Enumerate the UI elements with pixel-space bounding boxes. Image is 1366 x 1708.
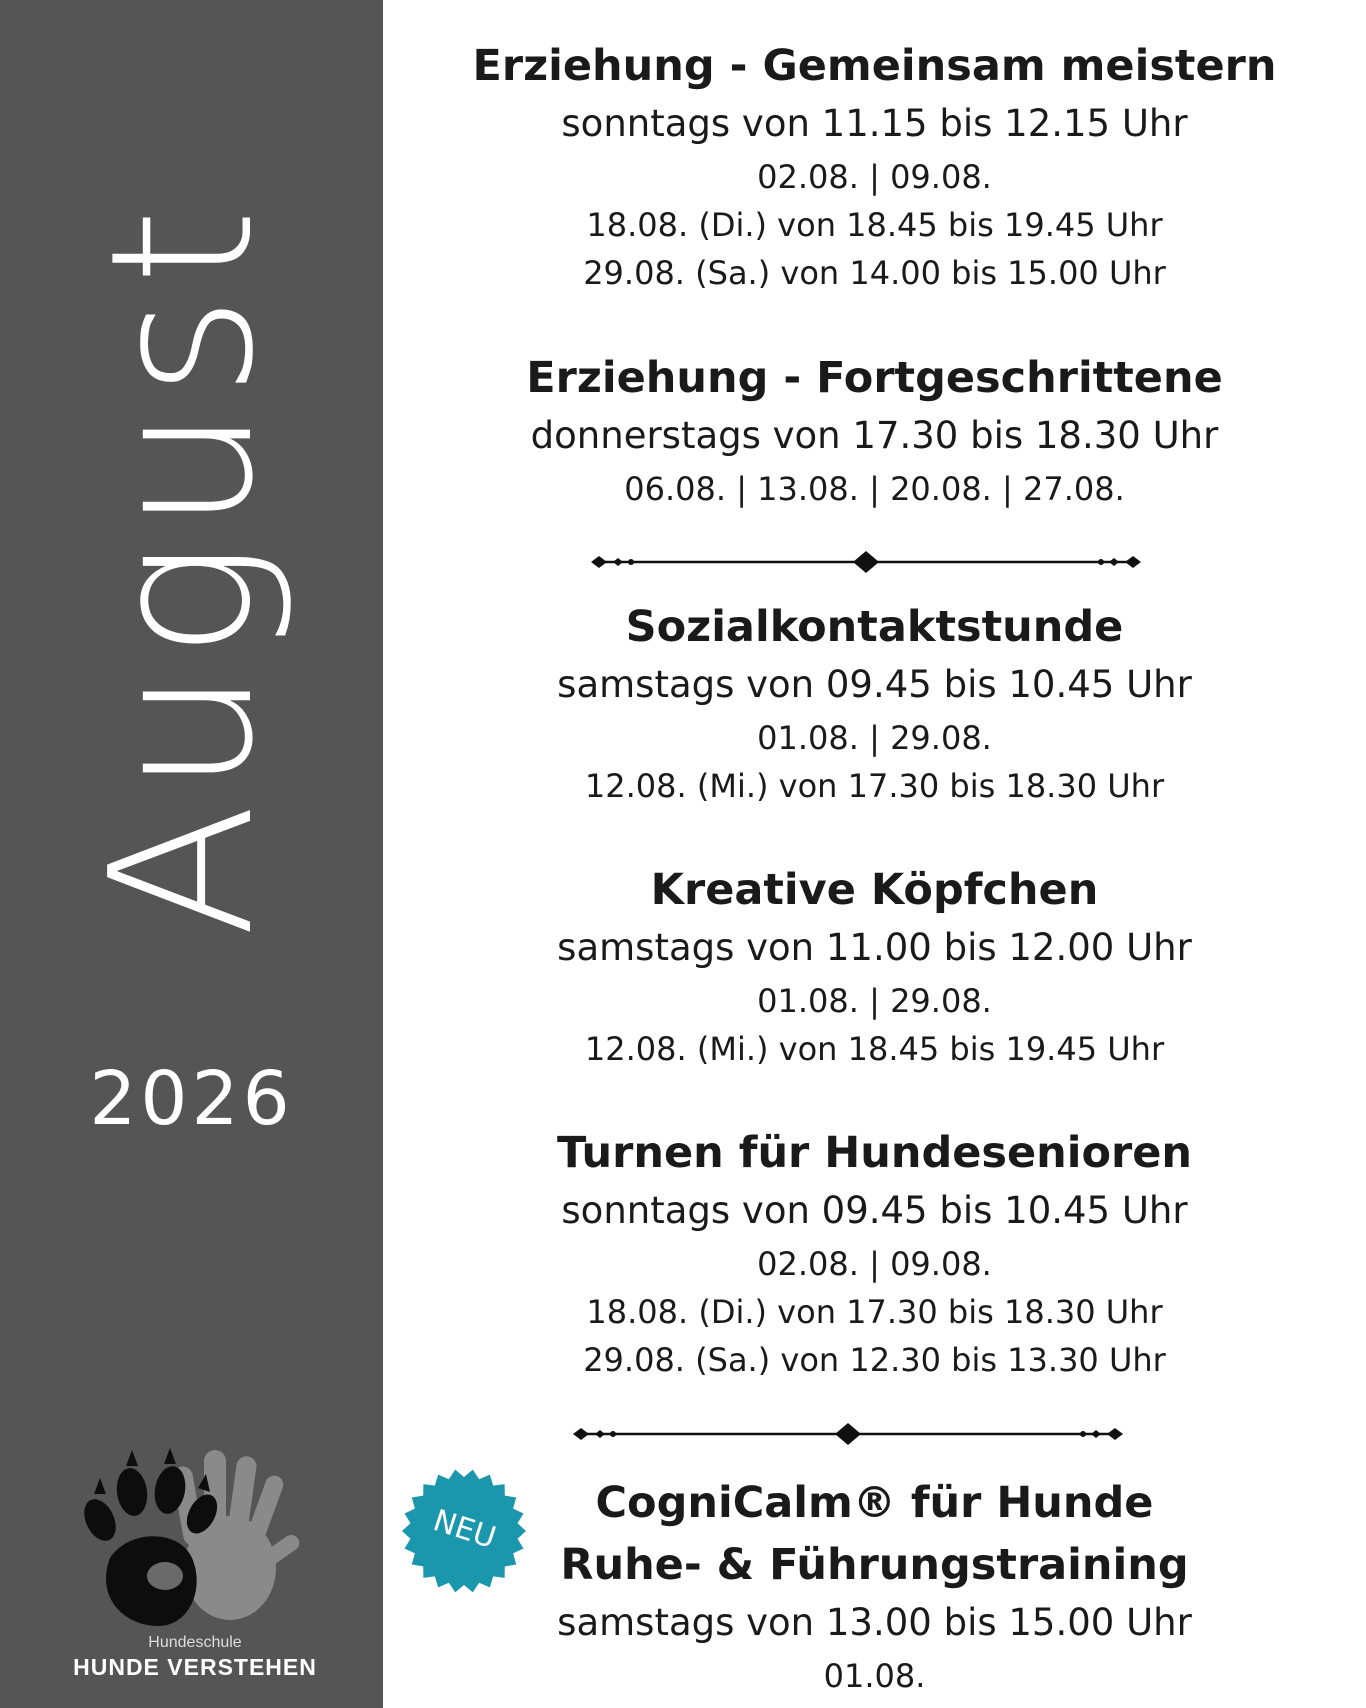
- month-title: August: [69, 198, 297, 938]
- logo-subtitle: Hundeschule: [148, 1634, 242, 1651]
- course-date: 01.08. | 29.08.: [757, 719, 992, 757]
- course-erziehung-fortgeschrittene: [383, 349, 1366, 513]
- course-cognicalm: [383, 1470, 1366, 1700]
- course-title: Sozialkontaktstunde: [625, 602, 1124, 652]
- sidebar: [0, 0, 383, 1708]
- course-sozialkontaktstunde: [383, 598, 1366, 810]
- course-time: sonntags von 09.45 bis 10.45 Uhr: [561, 1189, 1188, 1232]
- ornamental-divider: [591, 550, 1141, 574]
- course-date: 06.08. | 13.08. | 20.08. | 27.08.: [624, 470, 1125, 508]
- course-time: samstags von 13.00 bis 15.00 Uhr: [557, 1601, 1192, 1644]
- course-subtitle: Ruhe- & Führungstraining: [560, 1540, 1189, 1590]
- ornamental-divider: [573, 1422, 1123, 1446]
- course-turnen-hundesenioren: [383, 1124, 1366, 1384]
- course-erziehung-gemeinsam: [383, 37, 1366, 297]
- course-title: CogniCalm® für Hunde: [595, 1478, 1154, 1528]
- course-date: 01.08. | 29.08.: [757, 982, 992, 1020]
- course-title: Erziehung - Fortgeschrittene: [526, 353, 1223, 403]
- course-date: 12.08. (Mi.) von 18.45 bis 19.45 Uhr: [584, 1030, 1165, 1068]
- course-time: samstags von 09.45 bis 10.45 Uhr: [557, 663, 1192, 706]
- year-label: 2026: [89, 1056, 294, 1142]
- course-date: 02.08. | 09.08.: [757, 158, 992, 196]
- course-date: 01.08.: [823, 1657, 926, 1695]
- course-title: Turnen für Hundesenioren: [556, 1128, 1193, 1178]
- course-date: 29.08. (Sa.) von 12.30 bis 13.30 Uhr: [583, 1341, 1166, 1379]
- course-time: donnerstags von 17.30 bis 18.30 Uhr: [530, 414, 1219, 457]
- paw-and-hand-icon: [70, 1448, 320, 1633]
- logo-name: HUNDE VERSTEHEN: [73, 1654, 317, 1680]
- course-date: 29.08. (Sa.) von 14.00 bis 15.00 Uhr: [583, 254, 1166, 292]
- course-title: Kreative Köpfchen: [650, 865, 1099, 915]
- new-badge: [400, 1467, 528, 1595]
- course-date: 18.08. (Di.) von 17.30 bis 18.30 Uhr: [586, 1293, 1163, 1331]
- course-date: 18.08. (Di.) von 18.45 bis 19.45 Uhr: [586, 206, 1163, 244]
- badge-label: NEU: [428, 1503, 501, 1557]
- course-date: 12.08. (Mi.) von 17.30 bis 18.30 Uhr: [584, 767, 1165, 805]
- course-time: sonntags von 11.15 bis 12.15 Uhr: [561, 102, 1188, 145]
- course-title: Erziehung - Gemeinsam meistern: [472, 41, 1277, 91]
- course-time: samstags von 11.00 bis 12.00 Uhr: [557, 926, 1192, 969]
- school-logo: [40, 1448, 350, 1678]
- course-date: 02.08. | 09.08.: [757, 1245, 992, 1283]
- course-kreative-koepfchen: [383, 861, 1366, 1073]
